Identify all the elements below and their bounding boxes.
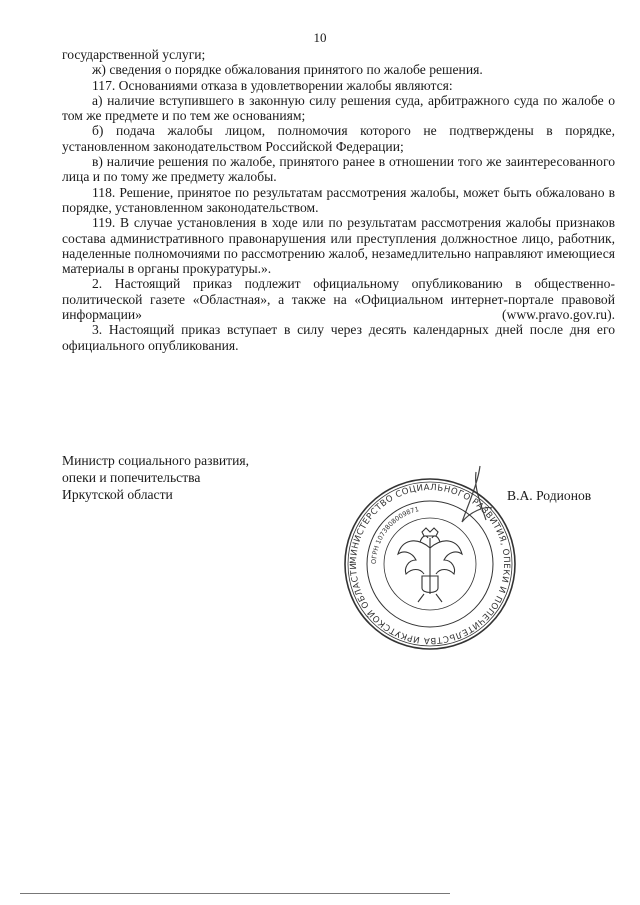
paragraph-item-zh: ж) сведения о порядке обжалования принятого по жалобе решения. [92, 62, 483, 78]
paragraph-117-a: а) наличие вступившего в законную силу решения суда, арбитражного суда по жалобе о том же предмете и по тем же основаниям; [62, 92, 615, 124]
eagle-emblem-icon [398, 528, 462, 602]
paragraph-119: 119. В случае установления в ходе или по результатам рассмотрения жалобы признаков состава административного правонарушения или преступления должностное лицо, работник, наделенные полномочиями по рассмотрению жалоб, незамедлительно направляют имеющиеся материалы в органы прокуратуры.». [62, 215, 615, 277]
signer-position [62, 452, 249, 503]
paragraph-118: 118. Решение, принятое по результатам рассмотрения жалобы, может быть обжаловано в порядке, установленном законодательством. [62, 184, 615, 215]
paragraph-117-v: в) наличие решения по жалобе, принятого ранее в отношении того же заинтересованного лица и по тому же предмету жалобы. [62, 154, 615, 185]
paragraph-2: 2. Настоящий приказ подлежит официальному опубликованию в общественно-политической газете «Областная», а также на «Официальном интернет-портале правовой информации» (www.pravo.gov.ru). [62, 276, 615, 323]
document-body [62, 47, 615, 353]
seal-inner-text: ОГРН 1073808009871 [369, 505, 420, 565]
paragraph-117: 117. Основаниями отказа в удовлетворении жалобы являются: [92, 77, 453, 93]
paragraph-continuation: государственной услуги; [62, 47, 206, 62]
signer-position-line: Министр социального развития, [62, 453, 250, 468]
signer-position-line: опеки и попечительства [62, 470, 201, 485]
seal-outer-text: МИНИСТЕРСТВО СОЦИАЛЬНОГО РАЗВИТИЯ, ОПЕКИ И ПОПЕЧИТЕЛЬСТВА ИРКУТСКОЙ ОБЛАСТИ [348, 482, 512, 646]
official-seal [342, 476, 518, 652]
footer-divider [20, 893, 450, 894]
paragraph-3: 3. Настоящий приказ вступает в силу через десять календарных дней после дня его официального опубликования. [62, 322, 615, 353]
signer-name: В.А. Родионов [507, 488, 592, 503]
page-number: 10 [313, 30, 327, 45]
paragraph-117-b: б) подача жалобы лицом, полномочия которого не подтверждены в порядке, установленном законодательством Российской Федерации; [62, 123, 615, 154]
signer-position-line: Иркутской области [62, 487, 173, 502]
